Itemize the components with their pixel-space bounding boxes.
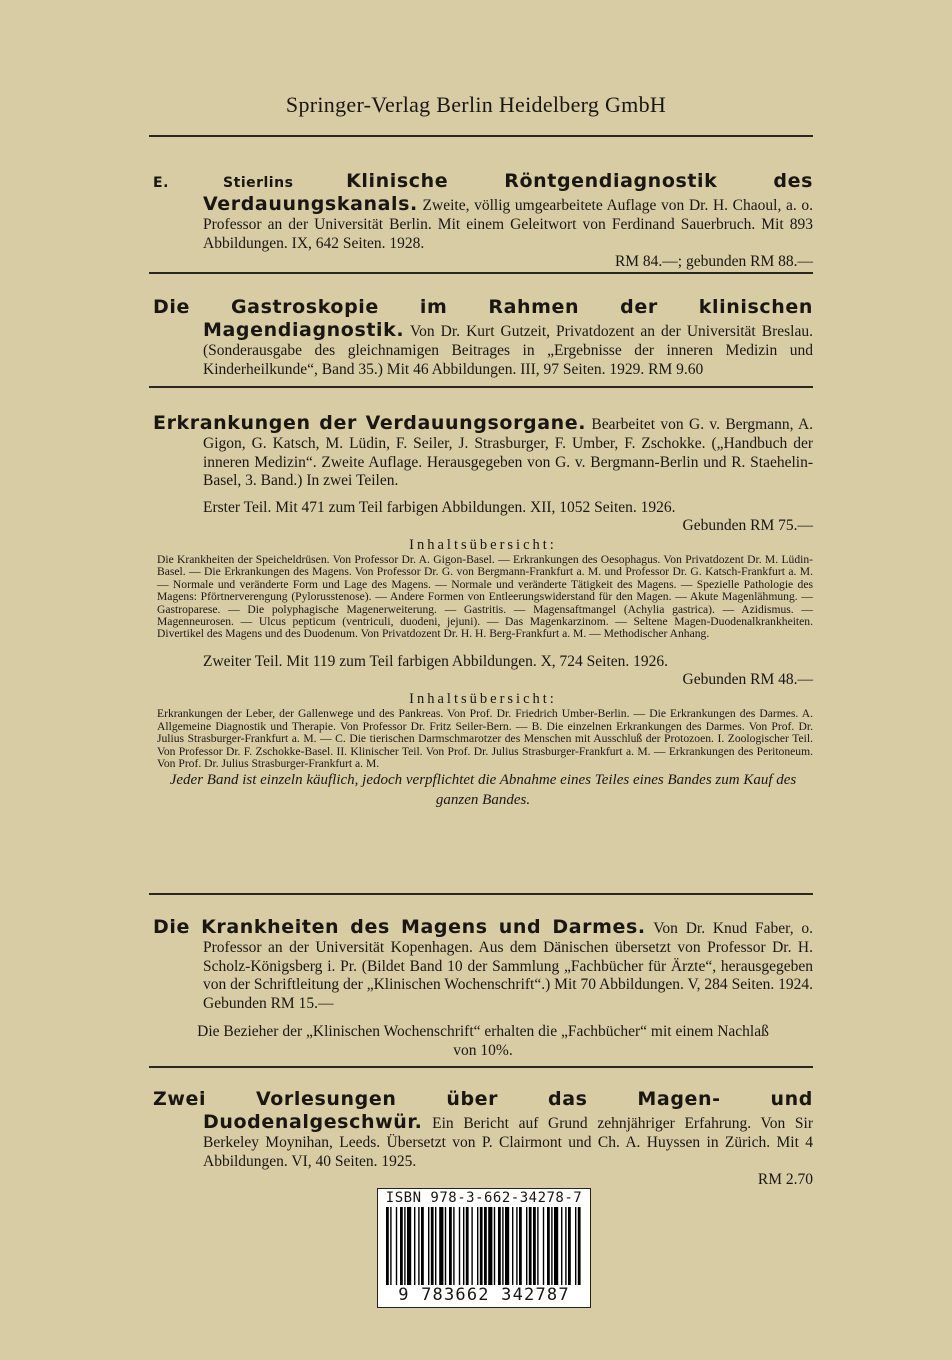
entry-body [153,412,813,491]
part-one-price: Gebunden RM 75.— [682,517,813,534]
part-two-price: Gebunden RM 48.— [682,671,813,689]
book-entry-2 [153,296,813,379]
book-entry-5 [153,1088,813,1190]
entry-body [153,170,813,253]
entry-author: E. Stierlins [153,175,294,191]
divider [149,893,813,895]
entry-description: Ein Bericht auf Grund zehnjähriger Erfahrung. Von Sir Berkeley Moynihan, Leeds. Übersetzt von P. Clairmont und Ch. A. Huyssen in Zürich. Mit 4 Abbildungen. VI, 40 Seiten. 1925. [203,1115,813,1170]
book-entry-4 [153,916,813,1060]
subscriber-note: Die Bezieher der „Klinischen Wochenschrift“ erhalten die „Fachbücher“ mit einem Nachlaß von 10%. [197,1023,769,1059]
volume-note: Jeder Band ist einzeln käuflich, jedoch verpflichtet die Abnahme eines Teiles eines Bandes zum Kauf des ganzen Bandes. [169,772,797,809]
entry-title: Zwei Vorlesungen über das Magen- und Duodenalgeschwür. [153,1088,813,1133]
part-two-info: Zweiter Teil. Mit 119 zum Teil farbigen Abbildungen. X, 724 Seiten. 1926. [203,652,669,670]
isbn-barcode [377,1188,591,1308]
entry-price: RM 84.—; gebunden RM 88.— [614,253,813,270]
barcode-bars [384,1207,584,1285]
toc-part-one: Die Krankheiten der Speicheldrüsen. Von Professor Dr. A. Gigon-Basel. — Erkrankungen des Oesophagus. Von Privatdozent Dr. M. Lüdin-Basel. — Die Erkrankungen des Magens. Von Professor Dr. G. von Bergmann-Frankfurt a. M. und Professor Dr. G. Katsch-Frankfurt a. M. — Normale und veränderte Form und Lage des Magens. — Normale und veränderte Tätigkeit des Magens. — Spezielle Pathologie des Magens: Pförtnerverengung (Pylorusstenose). — Andere Formen von Entleerungswiderstand für den Magen. — Akute Magenlähmung. — Gastroparese. — Die polyphagische Magenerweiterung. — Gastritis. — Magensaftmangel (Achylia gastrica). — Azidismus. — Magenneurosen. — Ulcus pepticum (ventriculi, duodeni, jejuni). — Das Magenkarzinom. — Seltene Magen-Duodenalkrankheiten. Divertikel des Magens und des Duodenum. Von Privatdozent Dr. H. H. Berg-Frankfurt a. M. — Methodischer Anhang. [157,553,813,641]
divider [149,272,813,274]
entry-description: Bearbeitet von G. v. Bergmann, A. Gigon, G. Katsch, M. Lüdin, F. Seiler, J. Strasburger, F. Umber, F. Zschokke. („Handbuch der inneren Medizin“. Zweite Auflage. Herausgegeben von G. v. Bergmann-Berlin und R. Staehelin-Basel, 3. Band.) In zwei Teilen. [203,416,814,489]
toc-heading: Inhaltsübersicht: [409,690,557,707]
book-entry-1 [153,170,813,272]
divider [149,1066,813,1068]
entry-body [153,1088,813,1171]
publisher-name: Springer-Verlag Berlin Heidelberg GmbH [285,92,667,117]
toc-heading: Inhaltsübersicht: [409,536,557,553]
entry-description: Zweite, völlig umgearbeitete Auflage von Dr. H. Chaoul, a. o. Professor an der Universität Berlin. Mit einem Geleitwort von Ferdinand Sauerbruch. Mit 893 Abbildungen. IX, 642 Seiten. 1928. [203,197,814,252]
entry-title: Klinische Röntgendiagnostik des Verdauungskanals. [203,170,813,215]
isbn-number: 9 783662 342787 [378,1285,590,1305]
entry-description: Von Dr. Knud Faber, o. Professor an der Universität Kopenhagen. Aus dem Dänischen übersetzt von Professor Dr. H. Scholz-Königsberg i. Pr. (Bildet Band 10 der Sammlung „Fachbücher für Ärzte“, herausgegeben von der Schriftleitung der „Klinischen Wochenschrift“.) Mit 70 Abbildungen. V, 284 Seiten. 1924. Gebunden RM 15.— [203,920,813,1012]
entry-body [153,916,813,1013]
divider [149,386,813,388]
entry-price: RM 2.70 [757,1171,813,1188]
book-entry-3 [153,412,813,810]
entry-title: Erkrankungen der Verdauungsorgane. [153,412,587,434]
isbn-label: ISBN 978-3-662-34278-7 [385,1190,583,1206]
entry-title: Die Gastroskopie im Rahmen der klinischen Magendiagnostik. [153,296,813,341]
divider [149,135,813,137]
toc-part-two: Erkrankungen der Leber, der Gallenwege und des Pankreas. Von Prof. Dr. Friedrich Umber-Berlin. — Die Erkrankungen des Darmes. A. Allgemeine Diagnostik und Therapie. Von Professor Dr. Fritz Seiler-Bern. — B. Die einzelnen Erkrankungen des Darmes. Von Prof. Dr. Julius Strasburger-Frankfurt a. M. — C. Die tierischen Darmschmarotzer des Menschen mit Ausschluß der Protozoen. I. Zoologischer Teil. Von Professor Dr. F. Zschokke-Basel. II. Klinischer Teil. Von Prof. Dr. Julius Strasburger-Frankfurt a. M. — Erkrankungen des Peritoneum. Von Prof. Dr. Julius Strasburger-Frankfurt a. M. [157,707,813,770]
part-one-info: Erster Teil. Mit 471 zum Teil farbigen Abbildungen. XII, 1052 Seiten. 1926. [203,498,676,516]
entry-body [153,296,813,379]
entry-description: Von Dr. Kurt Gutzeit, Privatdozent an der Universität Breslau. (Sonderausgabe des gleichnamigen Beitrages in „Ergebnisse der inneren Medizin und Kinderheilkunde“, Band 35.) Mit 46 Abbildungen. III, 97 Seiten. 1929. RM 9.60 [203,323,813,378]
entry-title: Die Krankheiten des Magens und Darmes. [153,916,646,938]
